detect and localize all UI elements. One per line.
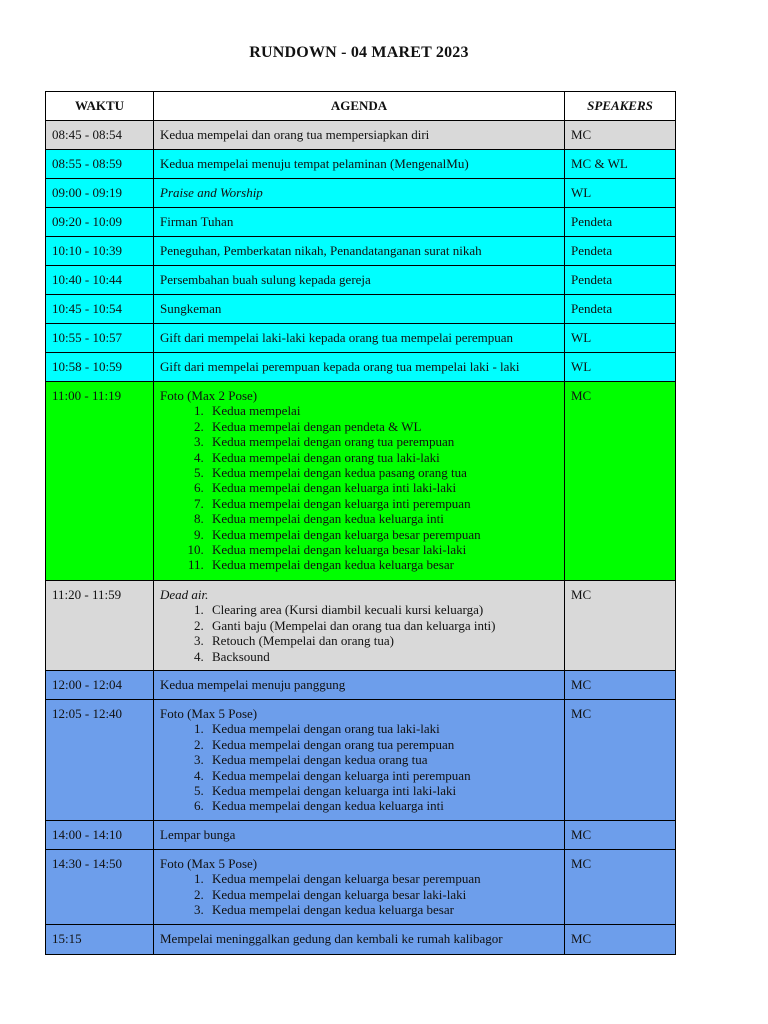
agenda-cell	[154, 179, 565, 208]
time-cell: 09:20 - 10:09	[46, 208, 154, 237]
speaker-cell: MC	[565, 581, 676, 671]
agenda-cell	[154, 237, 565, 266]
agenda-cell	[154, 821, 565, 850]
time-cell: 09:00 - 09:19	[46, 179, 154, 208]
agenda-text: Gift dari mempelai perempuan kepada orang tua mempelai laki - laki	[160, 359, 520, 374]
list-item: 6. Kedua mempelai dengan keluarga inti laki-laki	[207, 480, 558, 495]
list-item: 1. Kedua mempelai	[207, 403, 558, 418]
agenda-text: Kedua mempelai dan orang tua mempersiapkan diri	[160, 127, 430, 142]
agenda-text: Persembahan buah sulung kepada gereja	[160, 272, 371, 287]
table-row	[46, 295, 676, 324]
speaker-cell: MC	[565, 821, 676, 850]
table-header-row	[46, 92, 676, 121]
list-item: 3. Kedua mempelai dengan kedua keluarga besar	[207, 902, 558, 917]
header-speakers: SPEAKERS	[565, 92, 676, 121]
list-item: 4. Kedua mempelai dengan keluarga inti perempuan	[207, 768, 558, 783]
agenda-cell	[154, 208, 565, 237]
list-item: 5. Kedua mempelai dengan keluarga inti laki-laki	[207, 783, 558, 798]
list-item: 1. Kedua mempelai dengan orang tua laki-laki	[207, 721, 558, 736]
time-cell: 08:45 - 08:54	[46, 121, 154, 150]
agenda-text: Kedua mempelai menuju tempat pelaminan (MengenalMu)	[160, 156, 469, 171]
table-row	[46, 821, 676, 850]
table-row	[46, 925, 676, 955]
table-row	[46, 179, 676, 208]
time-cell: 14:00 - 14:10	[46, 821, 154, 850]
time-cell: 10:45 - 10:54	[46, 295, 154, 324]
list-item: 2. Kedua mempelai dengan keluarga besar laki-laki	[207, 887, 558, 902]
table-row	[46, 150, 676, 179]
agenda-text: Praise and Worship	[160, 185, 263, 200]
speaker-cell: MC	[565, 121, 676, 150]
header-time: WAKTU	[46, 92, 154, 121]
list-item: 1. Kedua mempelai dengan keluarga besar perempuan	[207, 871, 558, 886]
speaker-cell: MC & WL	[565, 150, 676, 179]
agenda-text: Firman Tuhan	[160, 214, 234, 229]
table-row	[46, 671, 676, 700]
agenda-cell	[154, 700, 565, 821]
speaker-cell: Pendeta	[565, 237, 676, 266]
speaker-cell: MC	[565, 925, 676, 955]
speaker-cell: WL	[565, 324, 676, 353]
agenda-cell	[154, 324, 565, 353]
speaker-cell: WL	[565, 179, 676, 208]
speaker-cell: WL	[565, 353, 676, 382]
agenda-text: Gift dari mempelai laki-laki kepada orang tua mempelai perempuan	[160, 330, 514, 345]
agenda-cell	[154, 353, 565, 382]
list-item: 2. Kedua mempelai dengan pendeta & WL	[207, 419, 558, 434]
speaker-cell: Pendeta	[565, 266, 676, 295]
table-row	[46, 581, 676, 671]
list-item: 3. Retouch (Mempelai dan orang tua)	[207, 633, 558, 648]
speaker-cell: MC	[565, 671, 676, 700]
list-item: 5. Kedua mempelai dengan kedua pasang orang tua	[207, 465, 558, 480]
table-row	[46, 121, 676, 150]
speaker-cell: Pendeta	[565, 208, 676, 237]
table-row	[46, 850, 676, 925]
list-item: 8. Kedua mempelai dengan kedua keluarga inti	[207, 511, 558, 526]
agenda-sublist	[160, 871, 558, 917]
speaker-cell: Pendeta	[565, 295, 676, 324]
list-item: 3. Kedua mempelai dengan kedua orang tua	[207, 752, 558, 767]
list-item: 4. Backsound	[207, 649, 558, 664]
table-row	[46, 382, 676, 581]
list-item: 6. Kedua mempelai dengan kedua keluarga inti	[207, 798, 558, 813]
list-item: 3. Kedua mempelai dengan orang tua perempuan	[207, 434, 558, 449]
time-cell: 10:10 - 10:39	[46, 237, 154, 266]
list-item: 4. Kedua mempelai dengan orang tua laki-laki	[207, 450, 558, 465]
table-row	[46, 324, 676, 353]
agenda-text: Foto (Max 5 Pose)	[160, 706, 258, 721]
agenda-text: Lempar bunga	[160, 827, 236, 842]
agenda-sublist	[160, 602, 558, 664]
header-agenda: AGENDA	[154, 92, 565, 121]
agenda-cell	[154, 295, 565, 324]
list-item: 9. Kedua mempelai dengan keluarga besar perempuan	[207, 527, 558, 542]
agenda-text: Foto (Max 5 Pose)	[160, 856, 258, 871]
agenda-cell	[154, 121, 565, 150]
agenda-text: Sungkeman	[160, 301, 222, 316]
table-row	[46, 266, 676, 295]
list-item: 2. Kedua mempelai dengan orang tua perempuan	[207, 737, 558, 752]
time-cell: 11:00 - 11:19	[46, 382, 154, 581]
time-cell: 11:20 - 11:59	[46, 581, 154, 671]
agenda-cell	[154, 150, 565, 179]
time-cell: 15:15	[46, 925, 154, 955]
list-item: 10. Kedua mempelai dengan keluarga besar laki-laki	[207, 542, 558, 557]
rundown-table	[45, 91, 676, 955]
agenda-text: Kedua mempelai menuju panggung	[160, 677, 346, 692]
agenda-cell	[154, 671, 565, 700]
list-item: 2. Ganti baju (Mempelai dan orang tua dan keluarga inti)	[207, 618, 558, 633]
agenda-text: Mempelai meninggalkan gedung dan kembali ke rumah kalibagor	[160, 931, 503, 946]
time-cell: 10:58 - 10:59	[46, 353, 154, 382]
agenda-cell	[154, 925, 565, 955]
table-row	[46, 208, 676, 237]
agenda-text: Peneguhan, Pemberkatan nikah, Penandatanganan surat nikah	[160, 243, 482, 258]
agenda-sublist	[160, 403, 558, 572]
agenda-cell	[154, 382, 565, 581]
table-row	[46, 353, 676, 382]
time-cell: 10:40 - 10:44	[46, 266, 154, 295]
time-cell: 12:05 - 12:40	[46, 700, 154, 821]
speaker-cell: MC	[565, 850, 676, 925]
speaker-cell: MC	[565, 382, 676, 581]
list-item: 11. Kedua mempelai dengan kedua keluarga besar	[207, 557, 558, 572]
agenda-cell	[154, 266, 565, 295]
table-row	[46, 700, 676, 821]
agenda-cell	[154, 581, 565, 671]
page-title: RUNDOWN - 04 MARET 2023	[249, 44, 469, 61]
list-item: 1. Clearing area (Kursi diambil kecuali kursi keluarga)	[207, 602, 558, 617]
time-cell: 14:30 - 14:50	[46, 850, 154, 925]
table-row	[46, 237, 676, 266]
speaker-cell: MC	[565, 700, 676, 821]
time-cell: 12:00 - 12:04	[46, 671, 154, 700]
agenda-text: Foto (Max 2 Pose)	[160, 388, 258, 403]
agenda-sublist	[160, 721, 558, 813]
list-item: 7. Kedua mempelai dengan keluarga inti perempuan	[207, 496, 558, 511]
time-cell: 10:55 - 10:57	[46, 324, 154, 353]
agenda-cell	[154, 850, 565, 925]
table-body	[46, 121, 676, 955]
agenda-text: Dead air.	[160, 587, 209, 602]
time-cell: 08:55 - 08:59	[46, 150, 154, 179]
